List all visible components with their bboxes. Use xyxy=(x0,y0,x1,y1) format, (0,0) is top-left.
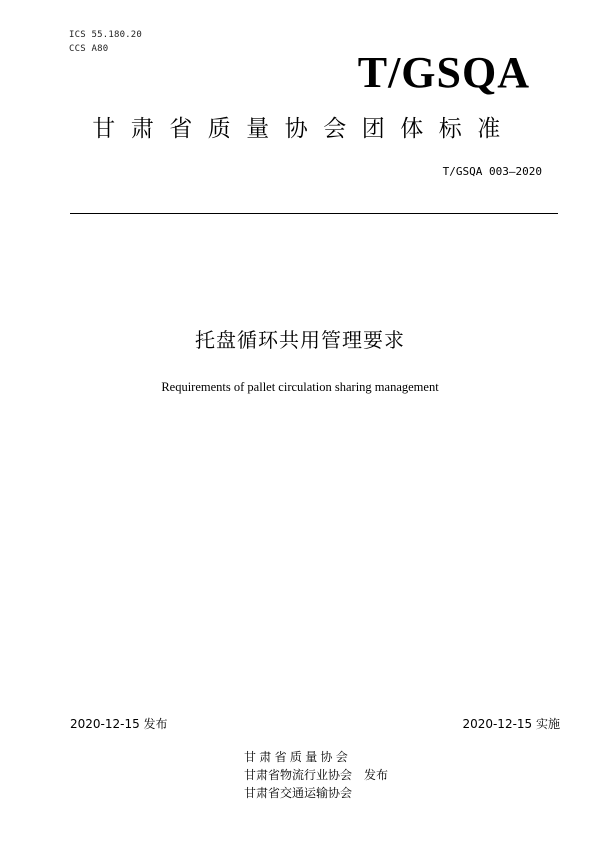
issued-label: 发布 xyxy=(364,768,389,782)
standard-logo: T/GSQA xyxy=(357,48,530,97)
standard-number: T/GSQA 003—2020 xyxy=(442,165,542,178)
publisher-org-1: 甘肃省质量协会 xyxy=(244,750,352,764)
document-title-chinese: 托盘循环共用管理要求 xyxy=(195,328,405,352)
document-title-english: Requirements of pallet circulation sharing management xyxy=(161,380,439,394)
publisher-block xyxy=(244,748,388,802)
publish-date: 2020-12-15 发布 xyxy=(70,717,168,731)
implement-date: 2020-12-15 实施 xyxy=(462,717,560,731)
ics-code: ICS 55.180.20 xyxy=(69,30,143,40)
org-standard-heading: 甘肃省质量协会团体标准 xyxy=(92,116,516,142)
publisher-org-3: 甘肃省交通运输协会 xyxy=(244,786,353,800)
header-divider xyxy=(70,213,558,214)
ccs-code: CCS A80 xyxy=(69,44,109,54)
classification-codes xyxy=(69,28,142,56)
publisher-row-2 xyxy=(244,766,388,784)
publisher-org-2: 甘肃省物流行业协会 xyxy=(244,768,353,782)
